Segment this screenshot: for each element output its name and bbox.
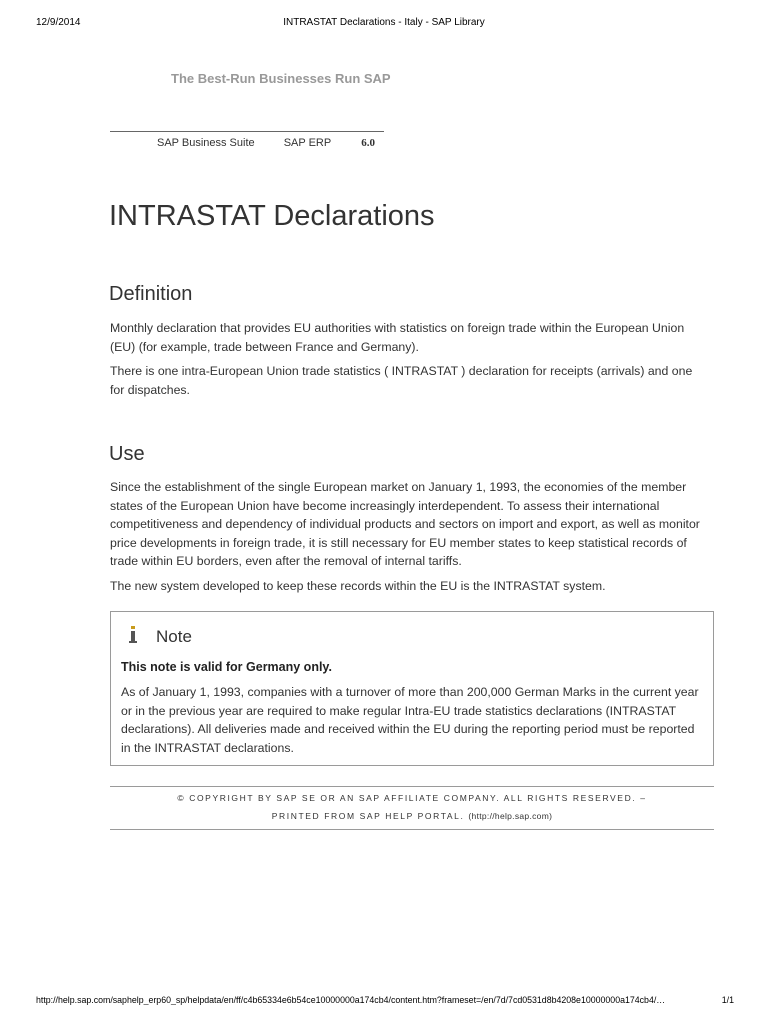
- footer-divider: [110, 786, 714, 787]
- footer-divider: [110, 829, 714, 830]
- help-portal-link[interactable]: (http://help.sap.com): [468, 811, 553, 821]
- crumb-business-suite[interactable]: SAP Business Suite: [157, 137, 255, 149]
- print-footer: [0, 995, 768, 1009]
- print-header: [0, 17, 768, 31]
- product-breadcrumb: [157, 137, 375, 149]
- info-icon: [128, 626, 138, 644]
- definition-paragraph: Monthly declaration that provides EU authorities with statistics on foreign trade within the European Union (EU) (for example, trade between France and Germany).: [110, 321, 685, 354]
- definition-heading: Definition: [109, 283, 193, 305]
- printed-from-notice: [110, 811, 714, 821]
- note-label: Note: [156, 627, 192, 646]
- sap-tagline: The Best-Run Businesses Run SAP: [171, 71, 391, 86]
- print-page-number: 1/1: [721, 995, 734, 1005]
- use-paragraph: The new system developed to keep these records within the EU is the INTRASTAT system.: [110, 579, 606, 593]
- copyright-notice: © COPYRIGHT BY SAP SE OR AN SAP AFFILIATE COMPANY. ALL RIGHTS RESERVED. –: [177, 793, 647, 803]
- use-paragraph: Since the establishment of the single European market on January 1, 1993, the economies of the member states of the European Union have become increasingly interdependent. To assess their international competitiveness and dependency of individual products and sectors on import and export, as well as monitor price developments in foreign trade, it is still necessary for EU member states to keep statistical records of trade within EU borders, even after the removal of internal tariffs.: [110, 480, 700, 568]
- print-title: INTRASTAT Declarations - Italy - SAP Library: [283, 17, 485, 28]
- definition-paragraph: There is one intra-European Union trade statistics ( INTRASTAT ) declaration for receipts (arrivals) and one for dispatches.: [110, 364, 693, 397]
- crumb-erp[interactable]: SAP ERP: [283, 137, 332, 149]
- note-text: As of January 1, 1993, companies with a turnover of more than 200,000 German Marks in the current year or in the previous year are required to make regular Intra-EU trade statistics declarations (INTRASTAT declarations). All deliveries made and received within the EU during the reporting period must be reported in the INTRASTAT declarations.: [121, 685, 699, 755]
- print-date: 12/9/2014: [36, 17, 81, 28]
- product-divider: [110, 131, 384, 132]
- page-title: INTRASTAT Declarations: [109, 200, 435, 232]
- note-emphasis: This note is valid for Germany only.: [121, 660, 332, 674]
- crumb-version: 6.0: [361, 137, 376, 149]
- print-source-url: http://help.sap.com/saphelp_erp60_sp/helpdata/en/ff/c4b65334e6b54ce10000000a174cb4/content.htm?frameset=/en/7d/7cd0531d8b4208e10000000a174cb4/…: [36, 995, 666, 1005]
- note-box: [110, 611, 714, 766]
- use-heading: Use: [109, 443, 145, 465]
- printed-from-label: PRINTED FROM SAP HELP PORTAL.: [271, 811, 465, 821]
